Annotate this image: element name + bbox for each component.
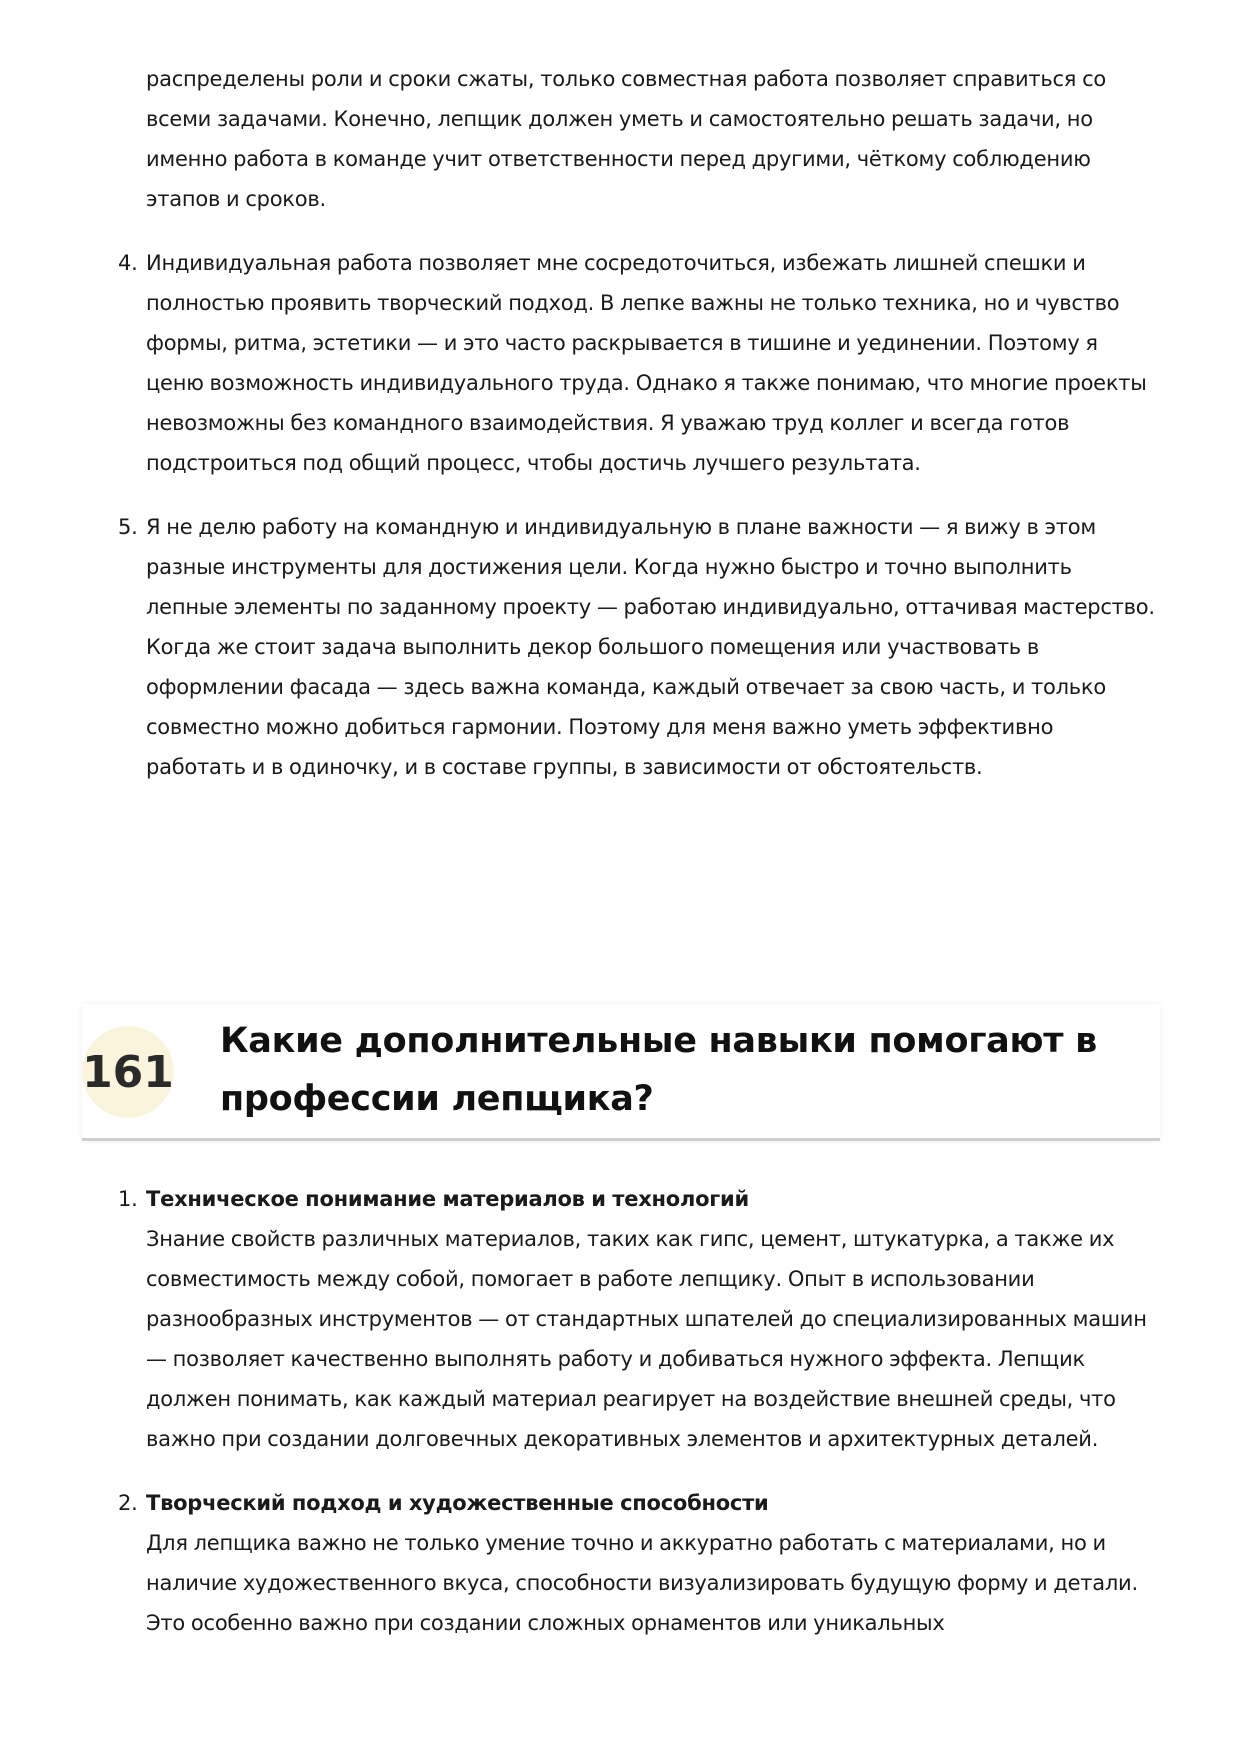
answer-list bbox=[118, 1179, 1156, 1643]
list-item bbox=[118, 243, 1156, 483]
list-item-text: Индивидуальная работа позволяет мне сосредоточиться, избежать лишней спешки и полностью проявить творческий подход. В лепке важны не только техника, но и чувство формы, ритма, эстетики — и это часто раскрывается в тишине и уединении. Поэтому я ценю возможность индивидуального труда. Однако я также понимаю, что многие проекты невозможны без командного взаимодействия. Я уважаю труд коллег и всегда готов подстроиться под общий процесс, чтобы достичь лучшего результата. bbox=[146, 251, 1147, 475]
list-item-heading: Творческий подход и художественные способности bbox=[146, 1491, 769, 1515]
list-item-number: 5. bbox=[118, 515, 138, 539]
list-item-text: Знание свойств различных материалов, таких как гипс, цемент, штукатурка, а также их совместимость между собой, помогает в работе лепщику. Опыт в использовании разнообразных инструментов — от стандартных шпателей до специализированных машин — позволяет качественно выполнять работу и добиваться нужного эффекта. Лепщик должен понимать, как каждый материал реагирует на воздействие внешней среды, что важно при создании долговечных декоративных элементов и архитектурных деталей. bbox=[146, 1227, 1147, 1451]
list-item-text: Я не делю работу на командную и индивидуальную в плане важности — я вижу в этом разные инструменты для достижения цели. Когда нужно быстро и точно выполнить лепные элементы по заданному проекту — работаю индивидуально, оттачивая мастерство. Когда же стоит задача выполнить декор большого помещения или участвовать в оформлении фасада — здесь важна команда, каждый отвечает за свою часть, и только совместно можно добиться гармонии. Поэтому для меня важно уметь эффективно работать и в одиночку, и в составе группы, в зависимости от обстоятельств. bbox=[146, 515, 1155, 779]
list-item bbox=[118, 1483, 1156, 1643]
list-item-number: 1. bbox=[118, 1187, 138, 1211]
list-item-heading: Техническое понимание материалов и технологий bbox=[146, 1187, 749, 1211]
list-item-number: 2. bbox=[118, 1491, 138, 1515]
list-item-number: 4. bbox=[118, 251, 138, 275]
question-title: Какие дополнительные навыки помогают в профессии лепщика? bbox=[220, 1021, 1097, 1119]
answer-list-continued bbox=[118, 59, 1156, 787]
list-item bbox=[118, 507, 1156, 787]
list-item-text: распределены роли и сроки сжаты, только совместная работа позволяет справиться со всеми задачами. Конечно, лепщик должен уметь и самостоятельно решать задачи, но именно работа в команде учит ответственности перед другими, чёткому соблюдению этапов и сроков. bbox=[146, 67, 1107, 211]
list-item-text: Для лепщика важно не только умение точно и аккуратно работать с материалами, но и наличие художественного вкуса, способности визуализировать будущую форму и детали. Это особенно важно при создании сложных орнаментов или уникальных bbox=[146, 1531, 1138, 1635]
list-item bbox=[118, 1179, 1156, 1459]
question-number-badge: 161 bbox=[82, 1026, 174, 1118]
question-header bbox=[82, 1004, 1160, 1141]
list-item bbox=[146, 59, 1156, 219]
